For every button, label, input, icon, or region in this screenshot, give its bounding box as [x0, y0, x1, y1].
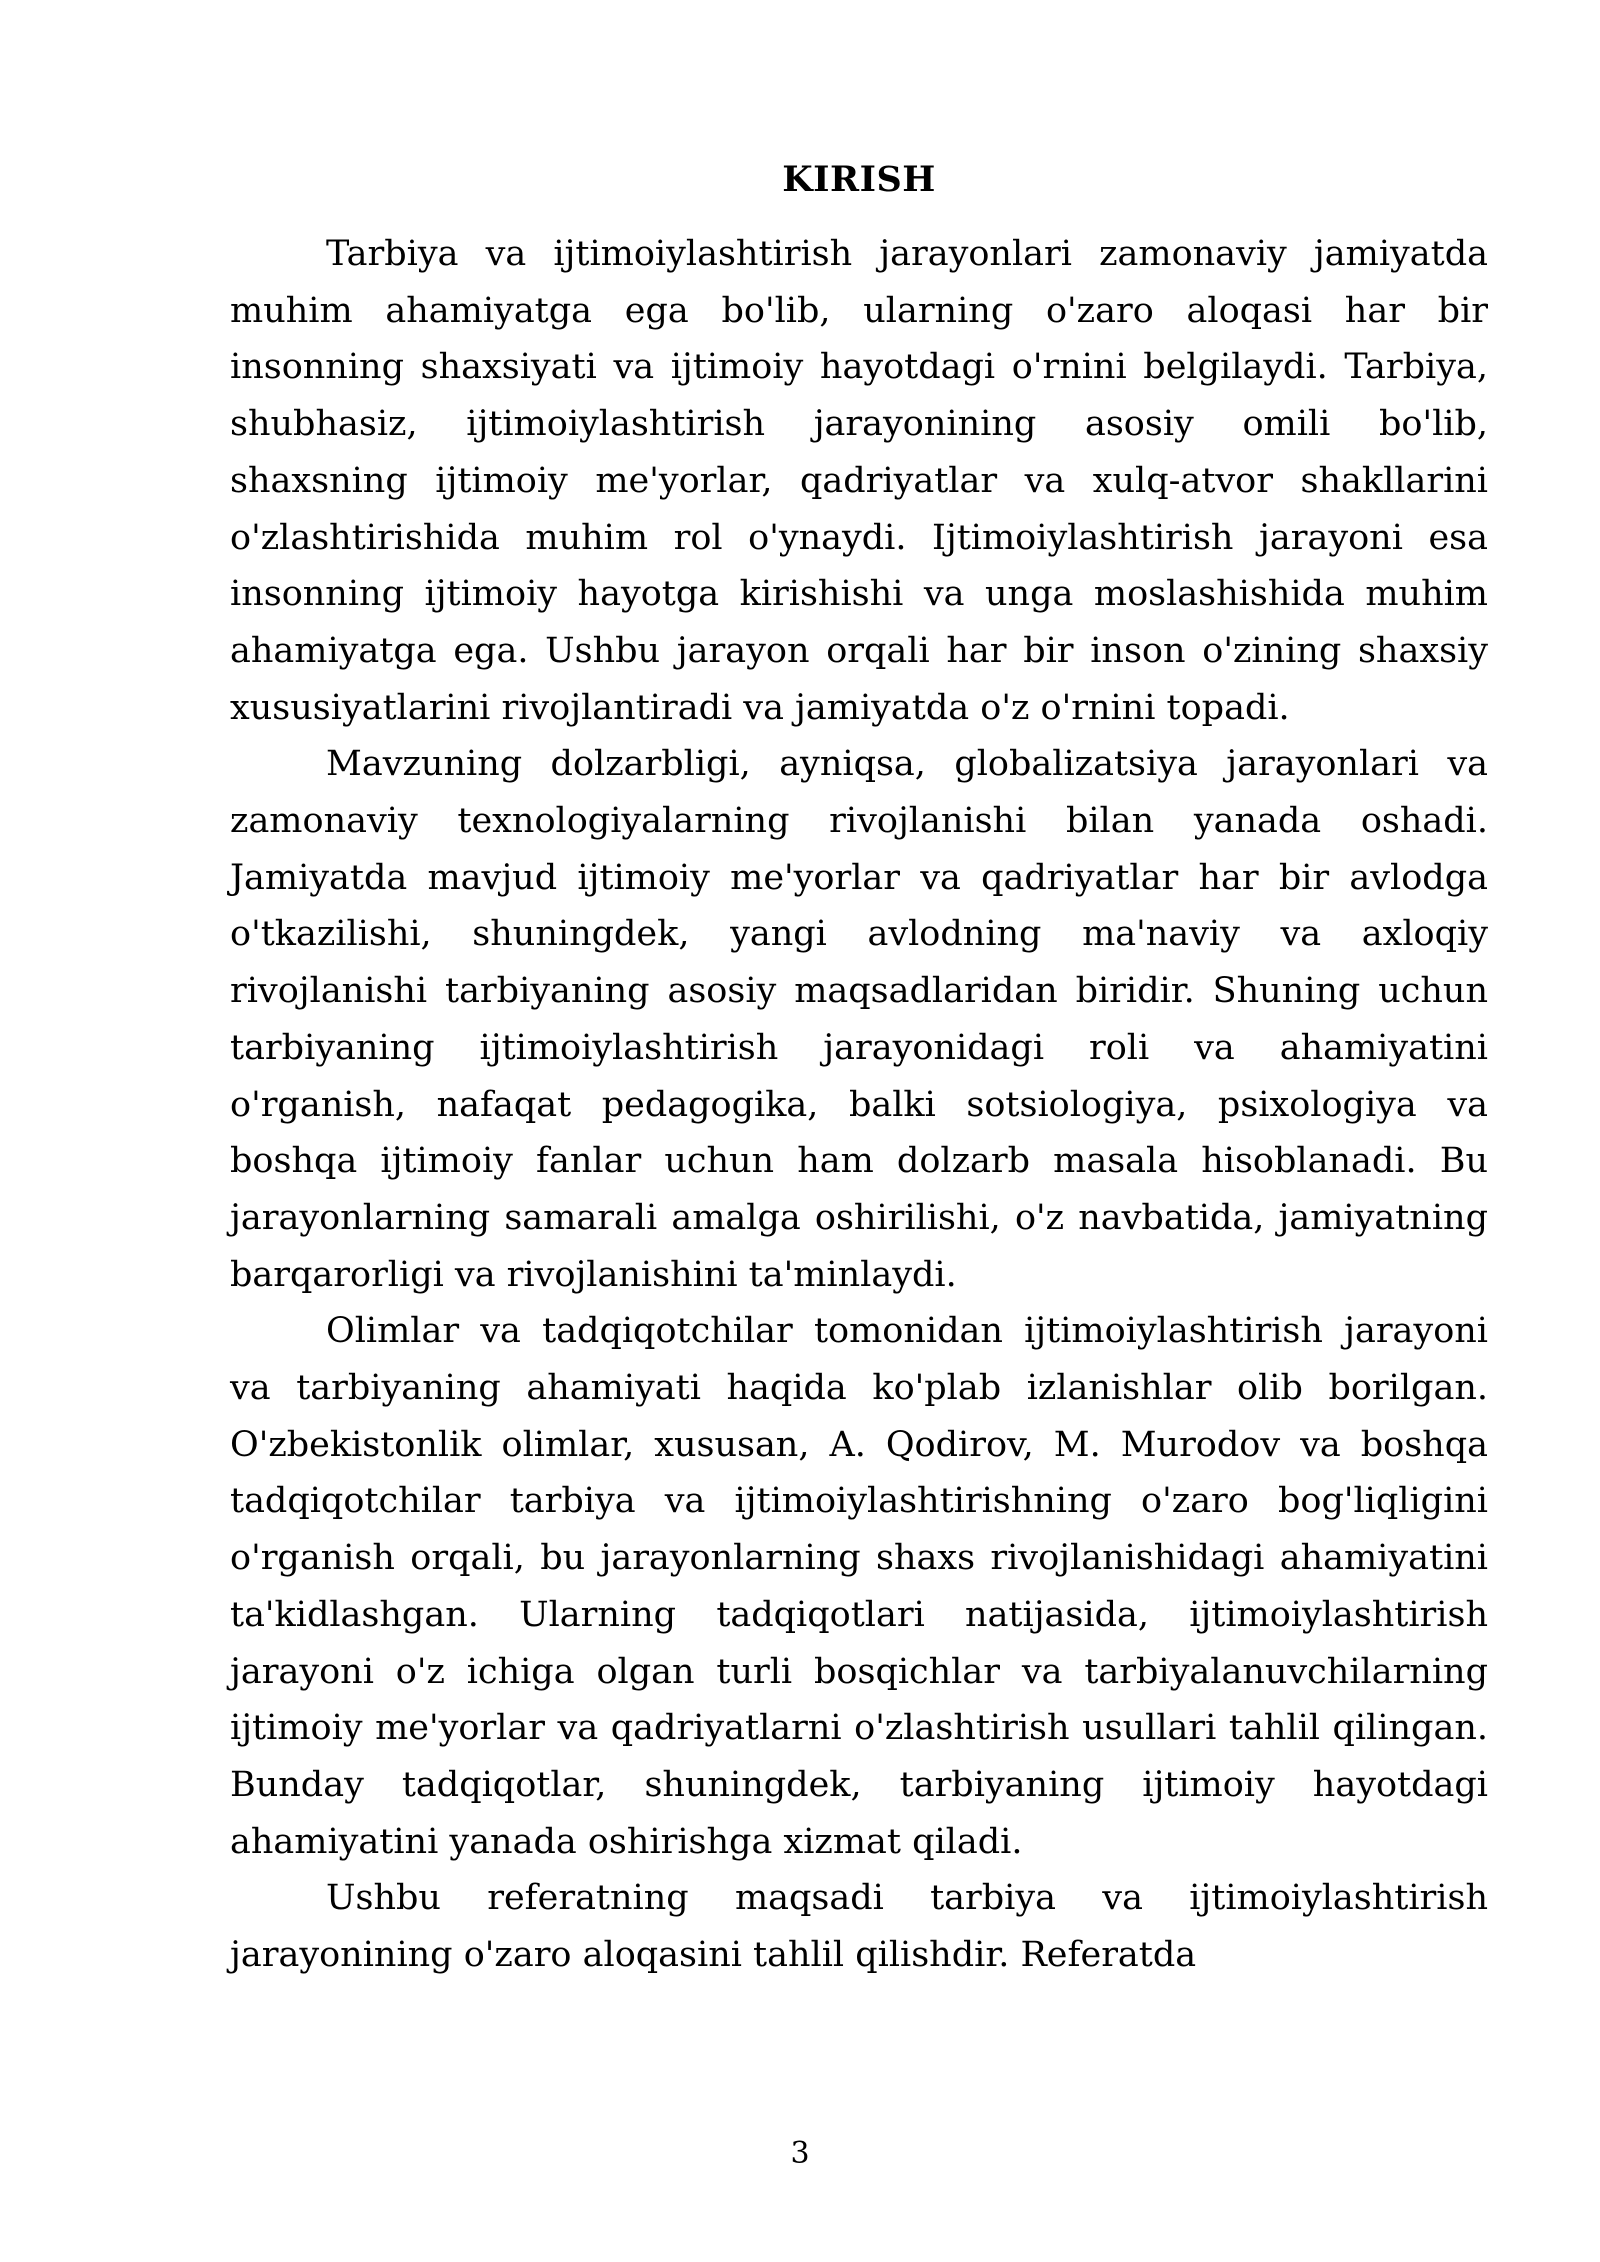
section-title: KIRISH [782, 159, 936, 200]
paragraph-2: Mavzuning dolzarbligi, ayniqsa, globalizatsiya jarayonlari va zamonaviy texnologiyalarning rivojlanishi bilan yanada oshadi. Jamiyatda mavjud ijtimoiy me'yorlar va qadriyatlar har bir avlodga o'tkazilishi, shuningdek, yangi avlodning ma'naviy va axloqiy rivojlanishi tarbiyaning asosiy maqsadlaridan biridir. Shuning uchun tarbiyaning ijtimoiylashtirish jarayonidagi roli va ahamiyatini o'rganish, nafaqat pedagogika, balki sotsiologiya, psixologiya va boshqa ijtimoiy fanlar uchun ham dolzarb masala hisoblanadi. Bu jarayonlarning samarali amalga oshirilishi, o'z navbatida, jamiyatning barqarorligi va rivojlanishini ta'minlaydi. [230, 744, 1488, 1295]
page-number: 3 [790, 2136, 810, 2171]
paragraph-3: Olimlar va tadqiqotchilar tomonidan ijtimoiylashtirish jarayoni va tarbiyaning ahamiyati haqida ko'plab izlanishlar olib borilgan. O'zbekistonlik olimlar, xususan, A. Qodirov, M. Murodov va boshqa tadqiqotchilar tarbiya va ijtimoiylashtirishning o'zaro bog'liqligini o'rganish orqali, bu jarayonlarning shaxs rivojlanishidagi ahamiyatini ta'kidlashgan. Ularning tadqiqotlari natijasida, ijtimoiylashtirish jarayoni o'z ichiga olgan turli bosqichlar va tarbiyalanuvchilarning ijtimoiy me'yorlar va qadriyatlarni o'zlashtirish usullari tahlil qilingan. Bunday tadqiqotlar, shuningdek, tarbiyaning ijtimoiy hayotdagi ahamiyatini yanada oshirishga xizmat qiladi. [230, 1311, 1488, 1862]
page-content [230, 160, 1488, 1984]
paragraph-1: Tarbiya va ijtimoiylashtirish jarayonlari zamonaviy jamiyatda muhim ahamiyatga ega bo'lib, ularning o'zaro aloqasi har bir insonning shaxsiyati va ijtimoiy hayotdagi o'rnini belgilaydi. Tarbiya, shubhasiz, ijtimoiylashtirish jarayonining asosiy omili bo'lib, shaxsning ijtimoiy me'yorlar, qadriyatlar va xulq-atvor shakllarini o'zlashtirishida muhim rol o'ynaydi. Ijtimoiylashtirish jarayoni esa insonning ijtimoiy hayotga kirishishi va unga moslashishida muhim ahamiyatga ega. Ushbu jarayon orqali har bir inson o'zining shaxsiy xususiyatlarini rivojlantiradi va jamiyatda o'z o'rnini topadi. [230, 234, 1488, 728]
paragraph-4: Ushbu referatning maqsadi tarbiya va ijtimoiylashtirish jarayonining o'zaro aloqasini tahlil qilishdir. Referatda [230, 1878, 1488, 1976]
